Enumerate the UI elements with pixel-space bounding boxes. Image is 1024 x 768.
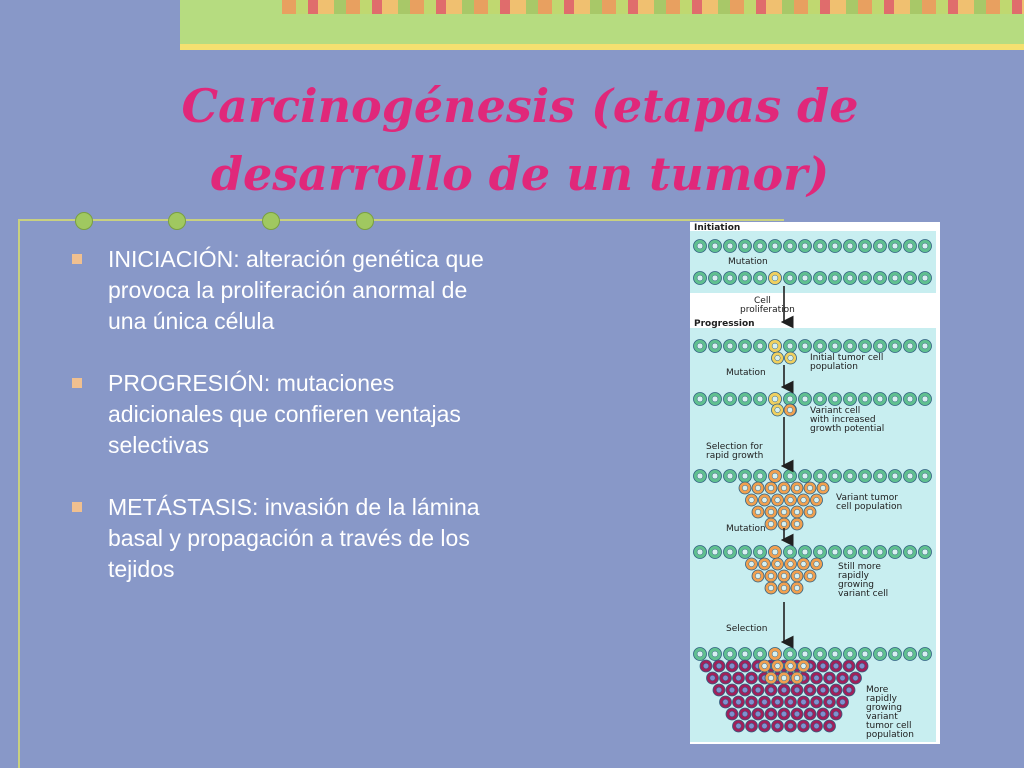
cell-nucleus [723,675,728,680]
cell-nucleus [775,355,780,360]
cell-nucleus [787,473,793,479]
label-selection-2: rapid growth [706,451,764,461]
cell-nucleus [877,275,883,281]
cell-nucleus [814,699,819,704]
cell-nucleus [847,396,853,402]
cell-nucleus [787,343,793,349]
cell-nucleus [807,509,812,514]
cell-nucleus [757,549,763,555]
cell-nucleus [712,275,718,281]
cell-nucleus [703,663,708,668]
label-mutation-2: Mutation [726,368,766,378]
cell-nucleus [820,485,825,490]
cell-nucleus [922,651,928,657]
cell-nucleus [922,343,928,349]
cell-nucleus [727,651,733,657]
cell-nucleus [862,549,868,555]
cell-nucleus [757,343,763,349]
cell-nucleus [840,675,845,680]
cell-nucleus [832,473,838,479]
cell-nucleus [727,343,733,349]
cell-nucleus [775,561,780,566]
cell-nucleus [817,549,823,555]
cell-nucleus [832,343,838,349]
cell-nucleus [742,711,747,716]
cell-nucleus [807,687,812,692]
cell-nucleus [781,521,786,526]
label-variant-2: with increased [810,415,876,425]
cell-nucleus [922,243,928,249]
cell-nucleus [775,497,780,502]
cell-nucleus [794,585,799,590]
label-still-3: growing [838,580,874,590]
label-more-2: rapidly [866,694,897,704]
cell-nucleus [847,549,853,555]
cell-nucleus [802,243,808,249]
cell-nucleus [787,651,793,657]
cell-nucleus [827,675,832,680]
cell-nucleus [697,549,703,555]
cell-nucleus [832,651,838,657]
label-more-5: tumor cell [866,721,912,731]
cell-nucleus [814,561,819,566]
cell-nucleus [801,561,806,566]
cell-nucleus [817,343,823,349]
tumor-progression-figure [690,222,940,744]
cell-nucleus [907,243,913,249]
cell-nucleus [772,275,778,281]
cell-nucleus [892,651,898,657]
cell-nucleus [772,473,778,479]
cell-nucleus [749,561,754,566]
cell-nucleus [788,663,793,668]
cell-nucleus [755,573,760,578]
top-flower-strip [282,0,1024,14]
cell-nucleus [772,651,778,657]
bullet-marker [72,254,82,264]
cell-nucleus [862,343,868,349]
cell-nucleus [802,651,808,657]
slide-title: Carcinogénesis (etapas de desarrollo de un tumor) [181,79,859,201]
cell-nucleus [862,243,868,249]
cell-nucleus [846,663,851,668]
cell-nucleus [787,396,793,402]
cell-nucleus [801,699,806,704]
cell-nucleus [755,509,760,514]
label-variant-pop-2: cell population [836,502,903,512]
label-more-3: growing [866,703,902,713]
cell-nucleus [757,473,763,479]
cell-nucleus [862,473,868,479]
cell-nucleus [907,473,913,479]
cell-nucleus [781,573,786,578]
cell-nucleus [817,396,823,402]
label-cell-proliferation-1: Cell [754,296,771,306]
cell-nucleus [727,549,733,555]
label-still-1: Still more [838,562,881,572]
bullet-text: INICIACIÓN: alteración genética que provoca la proliferación anormal de una única célula [108,246,484,334]
cell-nucleus [907,343,913,349]
cell-nucleus [802,473,808,479]
cell-nucleus [892,396,898,402]
cell-nucleus [802,396,808,402]
cell-nucleus [768,585,773,590]
cell-nucleus [781,687,786,692]
cell-nucleus [712,651,718,657]
cell-nucleus [749,675,754,680]
cell-nucleus [697,243,703,249]
cell-nucleus [892,275,898,281]
cell-nucleus [781,585,786,590]
cell-nucleus [847,473,853,479]
bullet-item-progresion [70,368,490,461]
cell-nucleus [922,473,928,479]
cell-nucleus [877,343,883,349]
cell-nucleus [877,243,883,249]
cell-nucleus [781,509,786,514]
cell-nucleus [710,675,715,680]
cell-nucleus [742,485,747,490]
cell-nucleus [742,275,748,281]
cell-nucleus [727,275,733,281]
cell-nucleus [833,687,838,692]
label-variant-3: growth potential [810,424,885,434]
cell-nucleus [716,663,721,668]
label-still-2: rapidly [838,571,869,581]
cell-nucleus [794,485,799,490]
bullet-text: PROGRESIÓN: mutaciones adicionales que confieren ventajas selectivas [108,370,461,458]
cell-nucleus [814,497,819,502]
cell-nucleus [727,243,733,249]
cell-nucleus [716,687,721,692]
cell-nucleus [794,509,799,514]
label-mutation-1: Mutation [728,257,768,267]
cell-nucleus [922,275,928,281]
cell-nucleus [833,663,838,668]
cell-nucleus [907,275,913,281]
cell-nucleus [862,396,868,402]
cell-nucleus [781,675,786,680]
cell-nucleus [788,699,793,704]
cell-nucleus [817,243,823,249]
cell-nucleus [742,549,748,555]
cell-nucleus [787,275,793,281]
cell-nucleus [847,243,853,249]
cell-nucleus [755,711,760,716]
cell-nucleus [877,473,883,479]
cell-nucleus [697,275,703,281]
cell-nucleus [802,343,808,349]
cell-nucleus [697,343,703,349]
label-variant-1: Variant cell [810,406,861,416]
cell-nucleus [787,407,792,412]
divider-dot-1 [75,212,93,230]
cell-nucleus [788,355,793,360]
cell-nucleus [907,396,913,402]
cell-nucleus [892,473,898,479]
cell-nucleus [832,396,838,402]
cell-nucleus [762,561,767,566]
cell-nucleus [817,473,823,479]
cell-nucleus [697,396,703,402]
cell-nucleus [820,711,825,716]
title-divider [18,219,784,221]
cell-nucleus [840,699,845,704]
cell-nucleus [781,485,786,490]
label-still-4: variant cell [838,589,889,599]
bullet-item-metastasis [70,492,490,585]
cell-nucleus [768,509,773,514]
label-more-6: population [866,730,914,740]
cell-nucleus [814,723,819,728]
label-selection-1: Selection for [706,442,763,452]
cell-nucleus [749,723,754,728]
cell-nucleus [817,651,823,657]
cell-nucleus [787,243,793,249]
cell-nucleus [768,521,773,526]
cell-nucleus [794,521,799,526]
cell-nucleus [907,651,913,657]
cell-nucleus [772,549,778,555]
cell-nucleus [814,675,819,680]
bullet-marker [72,502,82,512]
cell-nucleus [827,723,832,728]
cell-nucleus [807,711,812,716]
cell-nucleus [749,497,754,502]
label-initial-2: population [810,362,858,372]
cell-nucleus [772,243,778,249]
cell-nucleus [922,549,928,555]
cell-nucleus [859,663,864,668]
cell-nucleus [801,663,806,668]
cell-nucleus [820,663,825,668]
label-mutation-3: Mutation [726,524,766,534]
cell-nucleus [877,396,883,402]
cell-nucleus [832,243,838,249]
cell-nucleus [742,651,748,657]
label-selection-3: Selection [726,624,768,634]
cell-nucleus [853,675,858,680]
cell-nucleus [801,497,806,502]
bullet-item-iniciacion [70,244,490,337]
cell-nucleus [862,275,868,281]
cell-nucleus [922,396,928,402]
cell-nucleus [755,687,760,692]
cell-nucleus [794,675,799,680]
cell-nucleus [775,663,780,668]
cell-nucleus [781,711,786,716]
cell-nucleus [729,687,734,692]
cell-nucleus [742,687,747,692]
cell-nucleus [712,473,718,479]
cell-nucleus [762,723,767,728]
cell-nucleus [833,711,838,716]
cell-nucleus [794,687,799,692]
cell-nucleus [762,663,767,668]
cell-nucleus [820,687,825,692]
cell-nucleus [727,396,733,402]
label-more-1: More [866,685,889,695]
label-variant-pop-1: Variant tumor [836,493,898,503]
cell-nucleus [723,699,728,704]
cell-nucleus [742,663,747,668]
cell-nucleus [757,651,763,657]
bullet-text: METÁSTASIS: invasión de la lámina basal y propagación a través de los tejidos [108,494,480,582]
cell-nucleus [772,396,778,402]
cell-nucleus [892,243,898,249]
cell-nucleus [847,275,853,281]
cell-nucleus [907,549,913,555]
label-more-4: variant [866,712,898,722]
cell-nucleus [768,711,773,716]
cell-nucleus [877,549,883,555]
cell-nucleus [892,549,898,555]
cell-nucleus [768,573,773,578]
cell-nucleus [712,549,718,555]
cell-nucleus [768,675,773,680]
cell-nucleus [755,485,760,490]
cell-nucleus [768,485,773,490]
cell-nucleus [807,573,812,578]
cell-nucleus [729,663,734,668]
cell-nucleus [832,275,838,281]
cell-nucleus [762,497,767,502]
cell-nucleus [801,723,806,728]
cell-nucleus [788,723,793,728]
cell-nucleus [697,473,703,479]
cell-nucleus [736,723,741,728]
cell-nucleus [862,651,868,657]
cell-nucleus [712,396,718,402]
cell-nucleus [697,651,703,657]
cell-nucleus [757,275,763,281]
cell-nucleus [736,699,741,704]
cell-nucleus [749,699,754,704]
cell-nucleus [847,343,853,349]
cell-nucleus [742,343,748,349]
cell-nucleus [827,699,832,704]
cell-nucleus [736,675,741,680]
cell-nucleus [768,687,773,692]
label-progression: Progression [694,319,755,329]
bullet-marker [72,378,82,388]
divider-dot-2 [168,212,186,230]
cell-nucleus [817,275,823,281]
cell-nucleus [802,549,808,555]
cell-nucleus [775,407,780,412]
cell-nucleus [772,343,778,349]
cell-nucleus [742,396,748,402]
cell-nucleus [788,497,793,502]
cell-nucleus [787,549,793,555]
cell-nucleus [775,699,780,704]
cell-nucleus [742,473,748,479]
cell-nucleus [847,651,853,657]
content-left-border [18,219,20,768]
cell-nucleus [757,396,763,402]
label-initiation: Initiation [694,223,741,233]
cell-nucleus [832,549,838,555]
divider-dot-3 [262,212,280,230]
cell-nucleus [762,699,767,704]
cell-nucleus [794,573,799,578]
label-cell-proliferation-2: proliferation [740,305,795,315]
cell-nucleus [788,561,793,566]
cell-nucleus [846,687,851,692]
label-initial-1: Initial tumor cell [810,353,884,363]
cell-nucleus [727,473,733,479]
bullet-list [70,244,490,616]
tumor-progression-diagram [690,222,940,744]
cell-nucleus [712,243,718,249]
cell-nucleus [877,651,883,657]
cell-nucleus [742,243,748,249]
cell-nucleus [775,723,780,728]
cell-nucleus [712,343,718,349]
cell-nucleus [729,711,734,716]
cell-nucleus [802,275,808,281]
cell-nucleus [892,343,898,349]
top-decor-edge [180,44,1024,50]
cell-nucleus [794,711,799,716]
divider-dot-4 [356,212,374,230]
cell-nucleus [807,485,812,490]
cell-nucleus [757,243,763,249]
